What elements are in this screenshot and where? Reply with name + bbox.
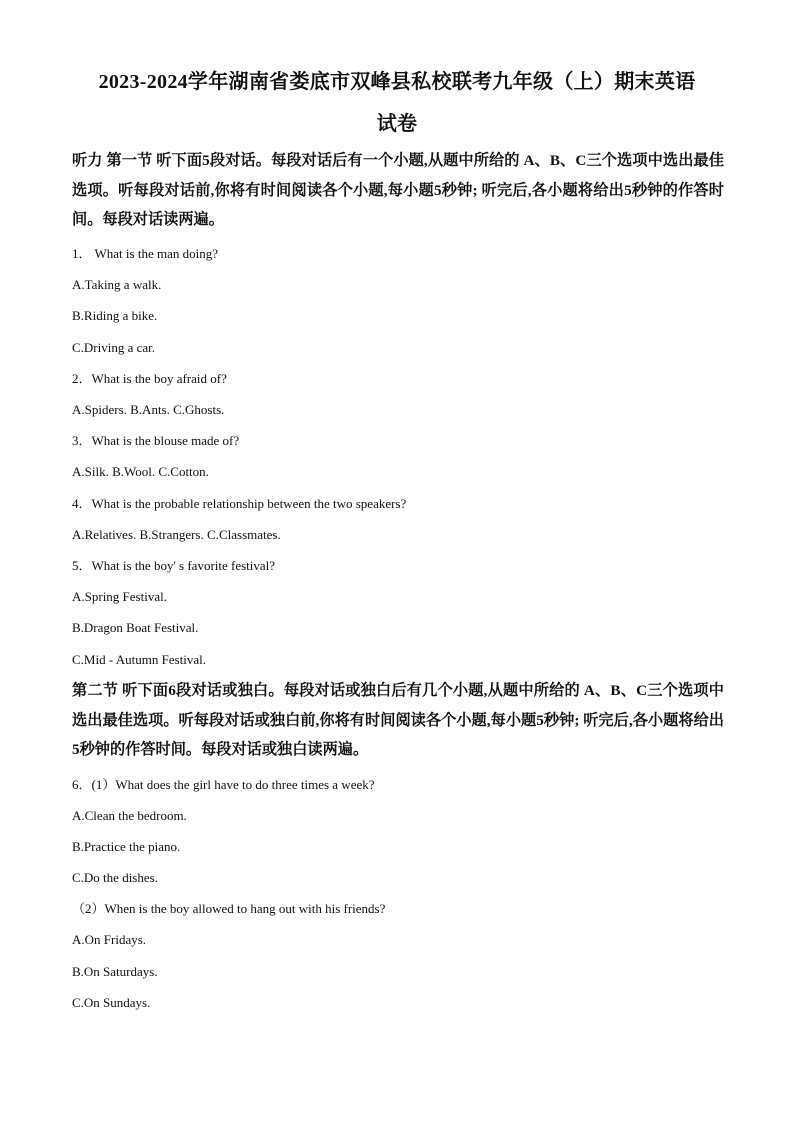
exam-title-line2: 试卷 — [376, 113, 418, 135]
question-6-2: （2）When is the boy allowed to hang out with his friends? — [72, 901, 386, 916]
question-3-options: A.Silk. B.Wool. C.Cotton. — [72, 464, 209, 479]
question-6-2-option-c: C.On Sundays. — [72, 995, 151, 1010]
question-1-option-c: C.Driving a car. — [72, 340, 156, 355]
question-4-options: A.Relatives. B.Strangers. C.Classmates. — [72, 527, 281, 542]
question-1-option-b: B.Riding a bike. — [72, 308, 158, 323]
question-5-option-b: B.Dragon Boat Festival. — [72, 620, 199, 635]
exam-title-line1: 2023-2024学年湖南省娄底市双峰县私校联考九年级（上）期末英语 — [98, 71, 696, 93]
question-2-options: A.Spiders. B.Ants. C.Ghosts. — [72, 402, 225, 417]
question-5-option-c: C.Mid - Autumn Festival. — [72, 652, 206, 667]
section2-instructions: 第二节 听下面6段对话或独白。每段对话或独白后有几个小题,从题中所给的 A、B、C三个选项中选出最佳选项。听每段对话或独白前,你将有时间阅读各个小题,每小题5秒钟; 听完后,各小题将给出5秒钟的作答时间。每段对话或独白读两遍。 — [72, 682, 724, 758]
question-5: 5．What is the boy' s favorite festival? — [72, 558, 276, 573]
question-6-1-option-a: A.Clean the bedroom. — [72, 808, 187, 823]
question-6-2-option-a: A.On Fridays. — [72, 932, 147, 947]
question-1: 1． What is the man doing? — [72, 246, 218, 261]
question-1-option-a: A.Taking a walk. — [72, 277, 162, 292]
section1-instructions: 听力 第一节 听下面5段对话。每段对话后有一个小题,从题中所给的 A、B、C三个选项中选出最佳选项。听每段对话前,你将有时间阅读各个小题,每小题5秒钟; 听完后,各小题将给出5秒钟的作答时间。每段对话读两遍。 — [72, 152, 724, 228]
question-3: 3．What is the blouse made of? — [72, 433, 240, 448]
question-6-1-option-c: C.Do the dishes. — [72, 870, 158, 885]
question-4: 4．What is the probable relationship between the two speakers? — [72, 496, 407, 511]
question-5-option-a: A.Spring Festival. — [72, 589, 167, 604]
question-2: 2．What is the boy afraid of? — [72, 371, 227, 386]
question-6-1: 6．(1）What does the girl have to do three times a week? — [72, 777, 375, 792]
question-6-1-option-b: B.Practice the piano. — [72, 839, 181, 854]
question-6-2-option-b: B.On Saturdays. — [72, 964, 158, 979]
